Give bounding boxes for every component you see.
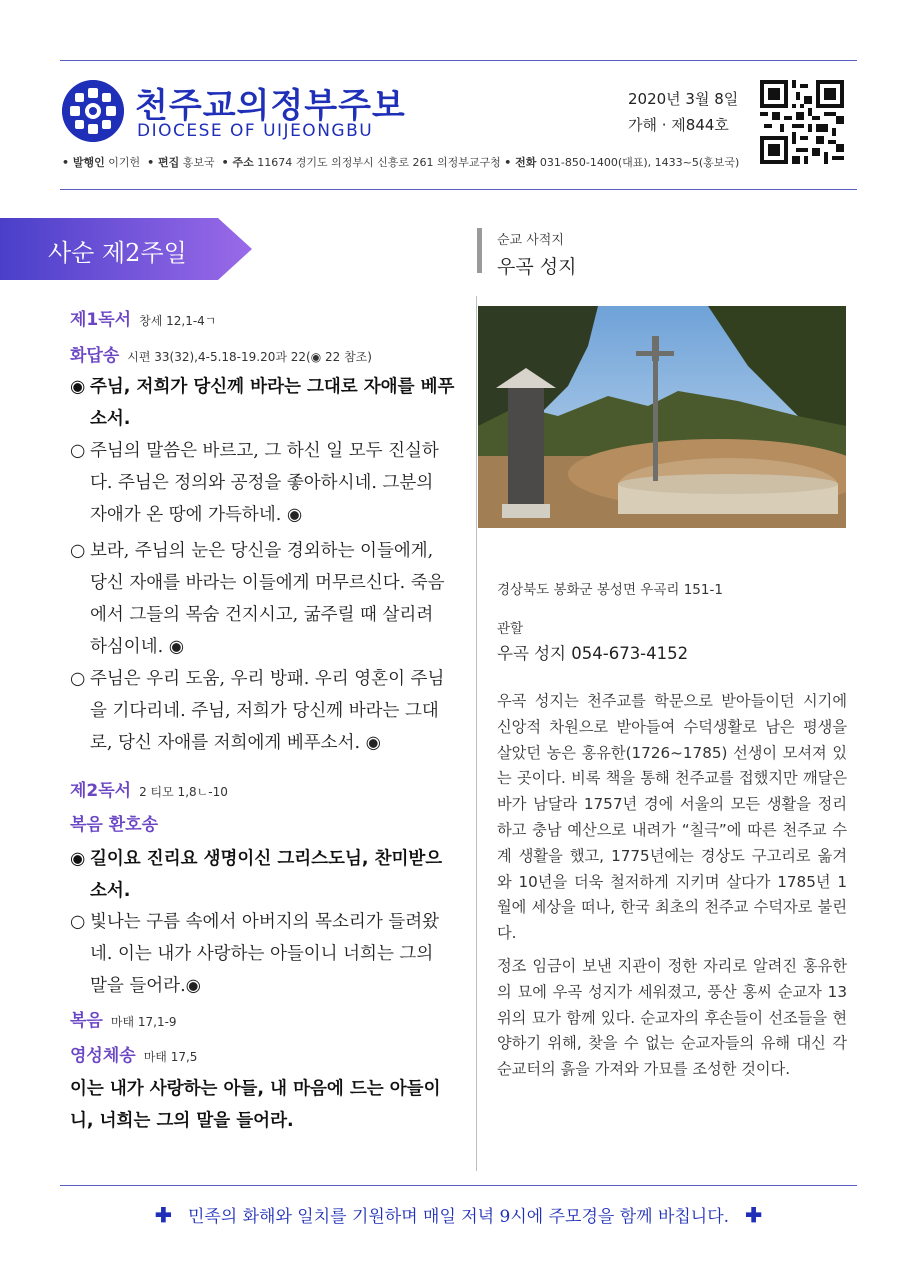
header-rule xyxy=(60,189,857,190)
second-reading xyxy=(70,776,228,801)
acclamation-response xyxy=(70,843,455,907)
second-reading-label: 제2독서 xyxy=(70,781,132,801)
psalm-verse xyxy=(70,535,455,663)
verse-marker-icon: ○ xyxy=(70,441,86,461)
shrine-paragraph: 우곡 성지는 천주교를 학문으로 받아들이던 시기에 신앙적 차원으로 받아들여 수덕생활로 남은 평생을 살았던 농은 홍유한(1726~1785) 선생이 모셔져 있는 곳이다. 비록 책을 통해 천주교를 접했지만 깨달은 바가 남달라 1757년 경에 서울의 모든 생활을 정리하고 충남 예산으로 내려가 “칠극”에 따른 천주교 수계 생활을 했고, 1775년에는 경상도 구고리로 옮겨와 10년을 더욱 철저하게 지키며 살다가 1785년 1월에 세상을 떠나, 한국 최초의 천주교 수덕자로 불린다. xyxy=(497,692,847,943)
masthead-subtitle: DIOCESE OF UIJEONGBU xyxy=(137,121,374,141)
gospel-label: 복음 xyxy=(70,1011,103,1031)
diocese-logo-icon xyxy=(62,80,124,142)
shrine-address: 경상북도 봉화군 봉성면 우곡리 151-1 xyxy=(497,582,723,598)
second-reading-ref: 2 티모 1,8ㄴ-10 xyxy=(139,785,228,799)
address-text: 11674 경기도 의정부시 신흥로 261 의정부교구청 xyxy=(257,156,501,169)
shrine-paragraph: 정조 임금이 보낸 지관이 정한 자리로 알려진 홍유한의 묘에 우곡 성지가 세워졌고, 풍산 홍씨 순교자 13위의 묘가 함께 있다. 순교자의 후손들이 선조들을 현양하기 위해, 찾을 수 없는 순교자들의 유해 대신 각 순교터의 흙을 가져와 가묘를 조성한 것이다. xyxy=(497,957,847,1079)
sunday-title: 사순 제2주일 xyxy=(48,239,187,267)
cross-icon: ✚ xyxy=(154,1203,172,1227)
psalm-verse-text: 주님의 말씀은 바르고, 그 하신 일 모두 진실하다. 주님은 정의와 공정을 좋아하시네. 그분의 자애가 온 땅에 가득하네. ◉ xyxy=(90,441,439,525)
communion-antiphon: 이는 내가 사랑하는 아들, 내 마음에 드는 아들이니, 너희는 그의 말을 들어라. xyxy=(70,1079,441,1131)
issue-number: 가해 · 제844호 xyxy=(628,116,729,134)
communion xyxy=(70,1041,197,1066)
management-label: 관할 xyxy=(497,621,524,637)
acclamation-verse-text: 빛나는 구름 속에서 아버지의 목소리가 들려왔네. 이는 내가 사랑하는 아들이니 너희는 그의 말을 들어라.◉ xyxy=(90,912,440,996)
qr-code-icon[interactable] xyxy=(760,80,844,164)
psalm-response xyxy=(70,371,455,435)
response-marker-icon: ◉ xyxy=(70,377,86,397)
psalm-verse xyxy=(70,435,455,531)
psalm-ref: 시편 33(32),4-5.18-19.20과 22(◉ 22 참조) xyxy=(127,350,372,364)
footer-rule xyxy=(60,1185,857,1186)
psalm-verse xyxy=(70,663,455,759)
sidebar-category: 순교 사적지 xyxy=(497,233,564,248)
gospel-ref: 마태 17,1-9 xyxy=(110,1015,177,1029)
publisher-name: 이기헌 xyxy=(108,156,141,169)
first-reading-ref: 창세 12,1-4ㄱ xyxy=(139,314,217,328)
acclamation-label: 복음 환호송 xyxy=(70,815,159,835)
psalm xyxy=(70,341,372,366)
communion-ref: 마태 17,5 xyxy=(143,1050,198,1064)
footer-prayer xyxy=(60,1202,857,1242)
gospel xyxy=(70,1006,177,1031)
phone-label: • 전화 xyxy=(504,156,537,169)
shrine-contact: 우곡 성지 054-673-4152 xyxy=(497,644,689,663)
response-marker-icon: ◉ xyxy=(70,849,86,869)
address-label: • 주소 xyxy=(221,156,254,169)
column-divider xyxy=(476,296,477,1171)
masthead-title: 천주교의정부주보 xyxy=(135,86,406,126)
psalm-verse-text: 주님은 우리 도움, 우리 방패. 우리 영혼이 주님을 기다리네. 주님, 저희가 당신께 바라는 그대로, 당신 자애를 저희에게 베푸소서. ◉ xyxy=(90,669,445,753)
psalm-verse-text: 보라, 주님의 눈은 당신을 경외하는 이들에게, 당신 자애를 바라는 이들에게 머무르신다. 죽음에서 그들의 목숨 건지시고, 굶주릴 때 살리려 하심이네. ◉ xyxy=(90,541,445,657)
verse-marker-icon: ○ xyxy=(70,669,86,689)
top-rule xyxy=(60,60,857,61)
publisher-info xyxy=(62,154,739,170)
acclamation-response-text: 길이요 진리요 생명이신 그리스도님, 찬미받으소서. xyxy=(90,849,443,901)
sidebar-title: 우곡 성지 xyxy=(497,256,577,278)
communion-label: 영성체송 xyxy=(70,1046,136,1066)
psalm-response-text: 주님, 저희가 당신께 바라는 그대로 자애를 베푸소서. xyxy=(90,377,455,429)
editor-label: • 편집 xyxy=(147,156,180,169)
first-reading xyxy=(70,305,216,330)
verse-marker-icon: ○ xyxy=(70,541,86,561)
issue-date: 2020년 3월 8일 xyxy=(628,90,739,108)
publisher-label: • 발행인 xyxy=(62,156,105,169)
cross-icon: ✚ xyxy=(745,1203,763,1227)
footer-text: 민족의 화해와 일치를 기원하며 매일 저녁 9시에 주모경을 함께 바칩니다. xyxy=(187,1207,730,1227)
acclamation-verse xyxy=(70,906,455,1002)
shrine-photo xyxy=(478,306,846,528)
editor-name: 홍보국 xyxy=(182,156,215,169)
sidebar-accent-bar xyxy=(477,228,482,273)
first-reading-label: 제1독서 xyxy=(70,310,132,330)
verse-marker-icon: ○ xyxy=(70,912,86,932)
phone-text: 031-850-1400(대표), 1433~5(홍보국) xyxy=(539,156,740,169)
psalm-label: 화답송 xyxy=(70,346,120,366)
